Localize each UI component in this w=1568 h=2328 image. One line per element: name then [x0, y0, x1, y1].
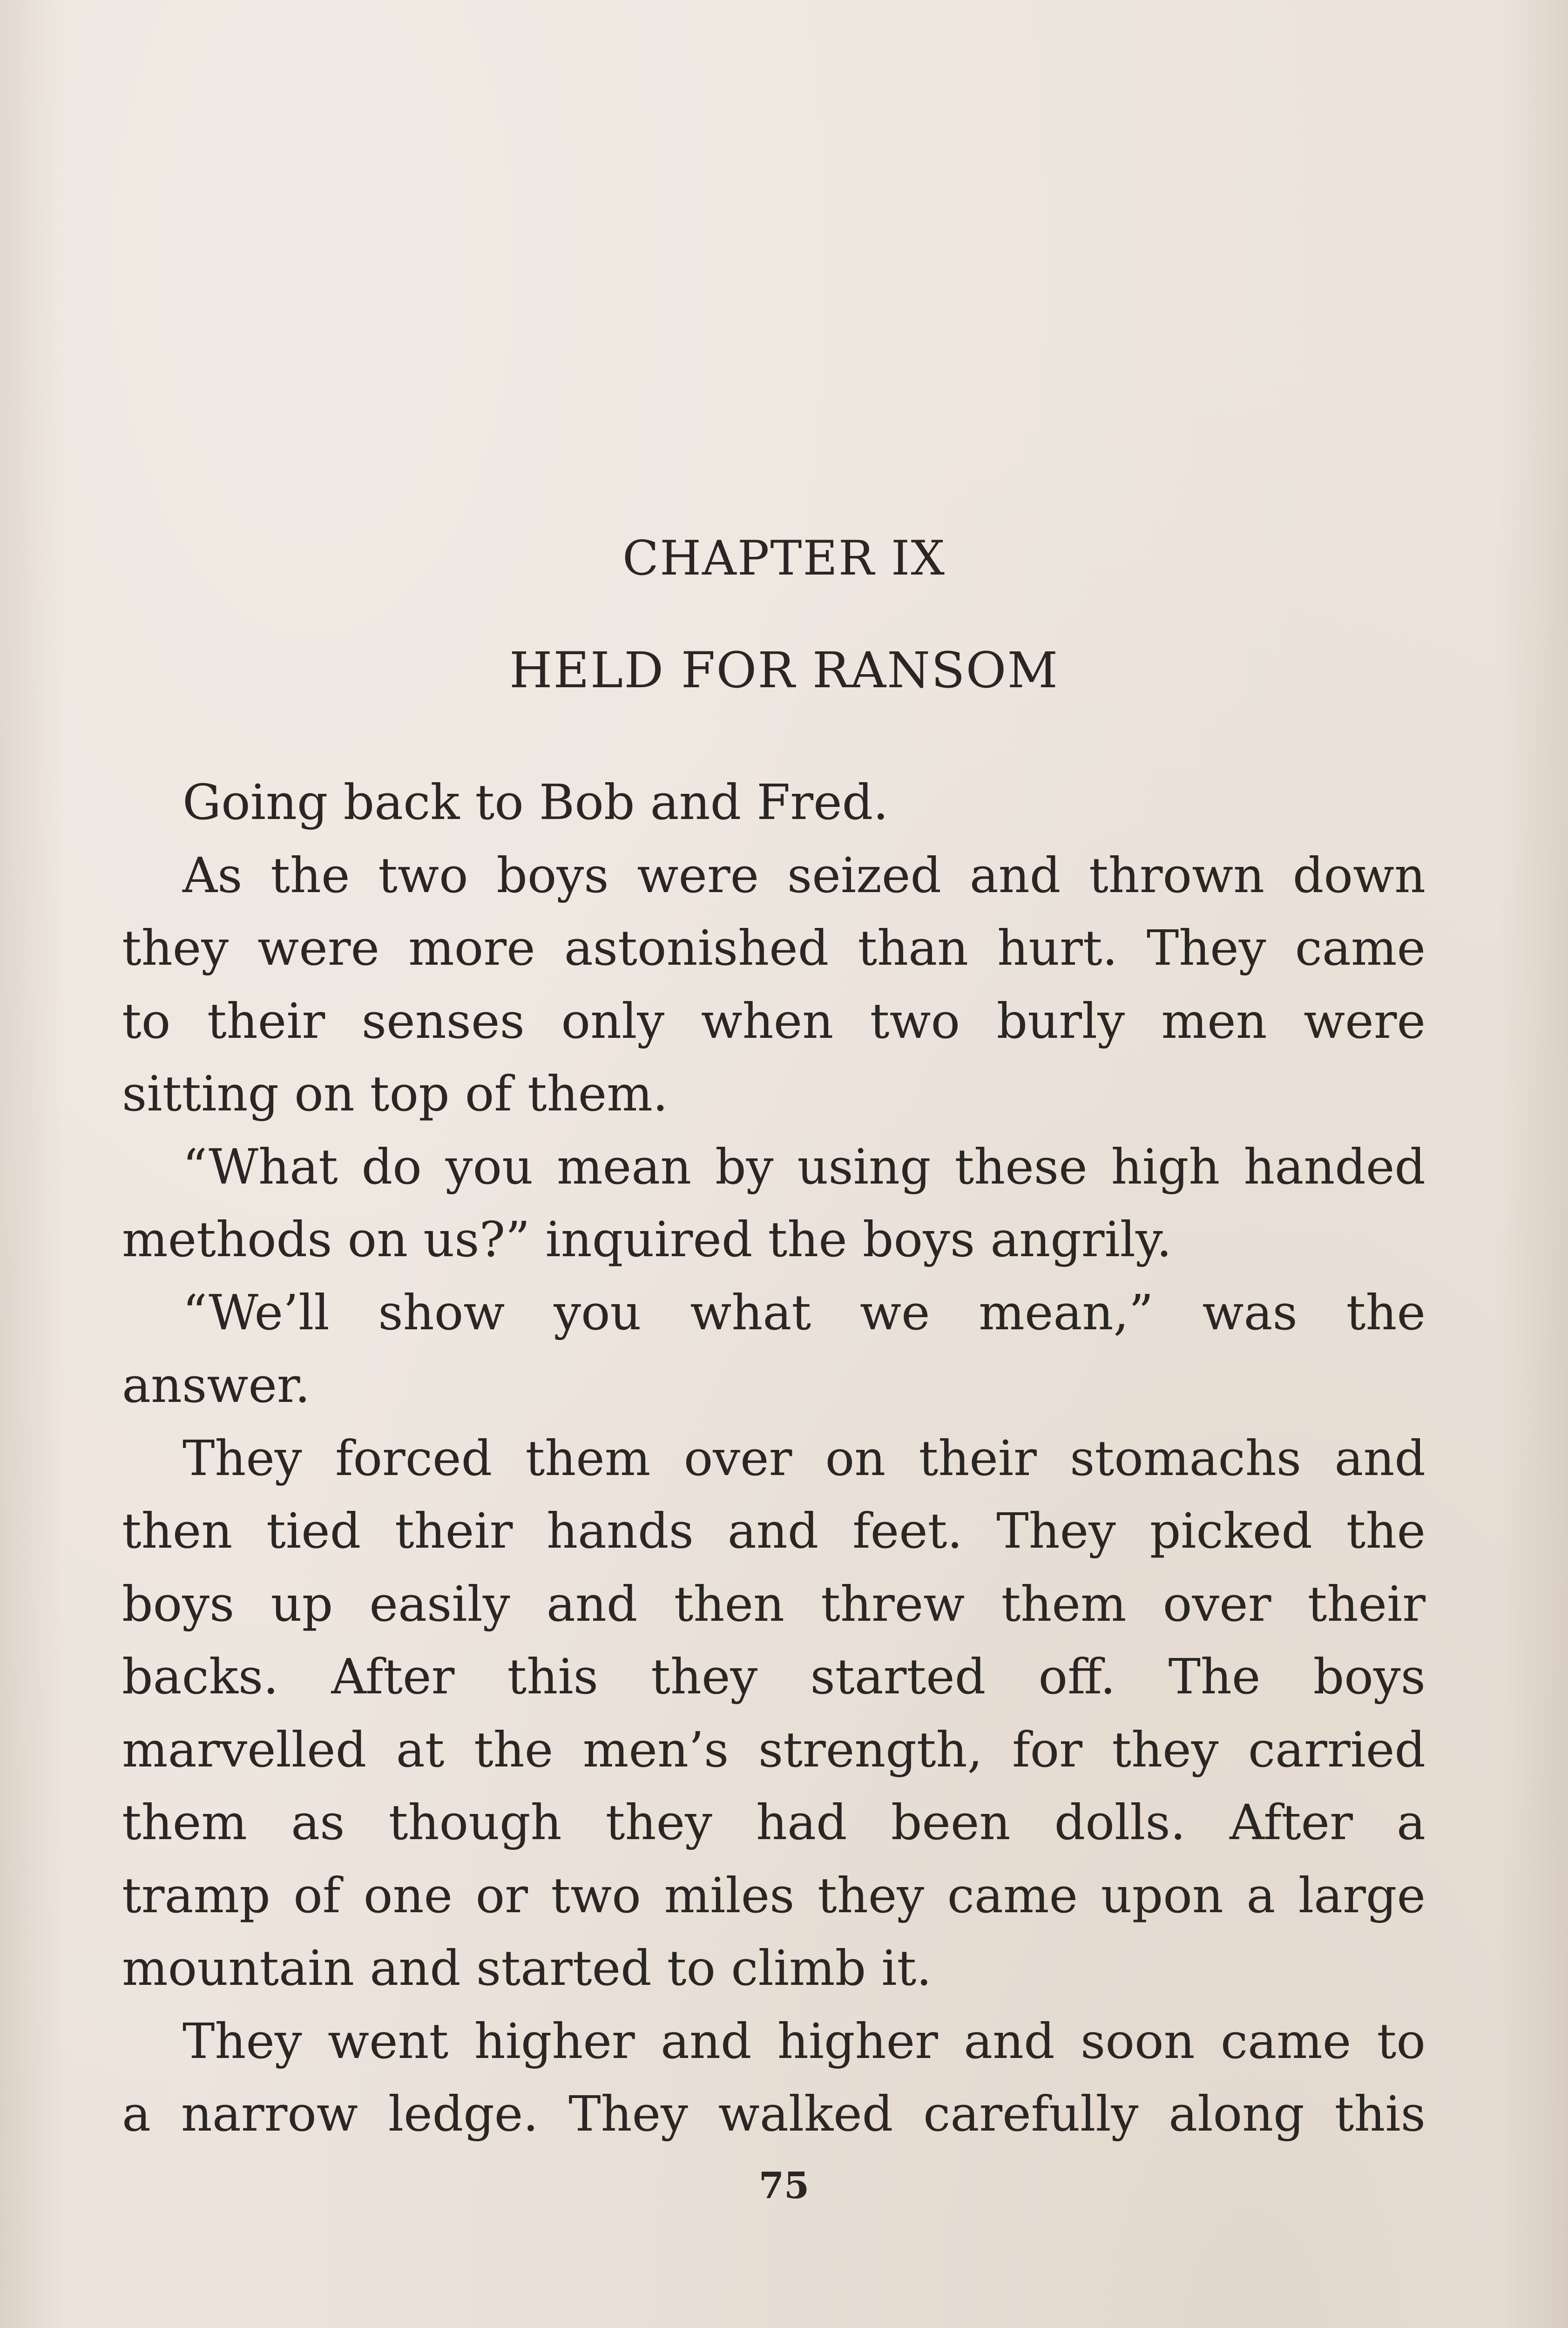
text-line: tramp of one or two miles they came upon a large [122, 1867, 1426, 1924]
chapter-number: CHAPTER IX [622, 531, 946, 586]
text-line: boys up easily and then threw them over their [122, 1575, 1426, 1632]
text-line: they were more astonished than hurt. They came [122, 920, 1426, 976]
chapter-title: HELD FOR RANSOM [509, 642, 1059, 699]
text-line: to their senses only when two burly men were [122, 992, 1426, 1049]
text-line: mountain and started to climb it. [122, 1940, 932, 1996]
text-line: methods on us?” inquired the boys angrily. [122, 1211, 1172, 1268]
page-number: 75 [758, 2165, 810, 2207]
text-line: answer. [122, 1357, 311, 1414]
text-line: marvelled at the men’s strength, for they carried [122, 1721, 1426, 1778]
text-line: them as though they had been dolls. After a [122, 1794, 1426, 1851]
text-line: As the two boys were seized and thrown down [182, 846, 1426, 904]
text-line: They went higher and higher and soon came to [182, 2012, 1426, 2070]
text-line: Going back to Bob and Fred. [182, 774, 889, 831]
text-line: “What do you mean by using these high handed [182, 1138, 1426, 1195]
text-line: sitting on top of them. [122, 1065, 668, 1122]
text-line: a narrow ledge. They walked carefully along this [122, 2085, 1426, 2142]
body-text [122, 766, 1426, 2151]
text-line: “We’ll show you what we mean,” was the [182, 1284, 1426, 1341]
text-line: backs. After this they started off. The boys [122, 1648, 1426, 1705]
text-line: They forced them over on their stomachs and [182, 1429, 1426, 1487]
text-line: then tied their hands and feet. They picked the [122, 1502, 1426, 1559]
